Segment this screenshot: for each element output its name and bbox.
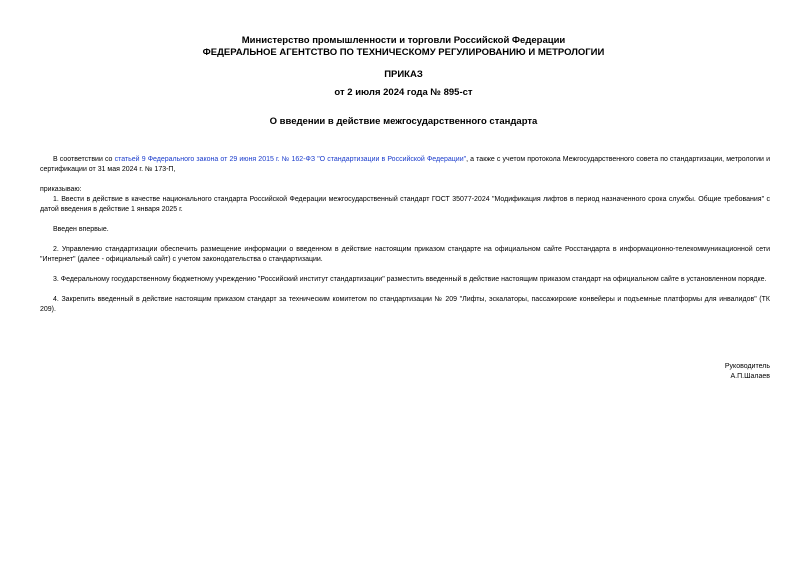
preamble-suffix: , а также с учетом протокола Межгосударственного совета по стандартизации, метрологии и сертификации от 31 мая 2024 г. № 173-П, bbox=[40, 156, 770, 173]
document-body bbox=[40, 155, 770, 315]
item-1-note: Введен впервые. bbox=[53, 226, 109, 233]
law-link[interactable]: статьей 9 Федерального закона от 29 июня 2015 г. № 162-ФЗ "О стандартизации в Российской Федерации" bbox=[114, 156, 467, 163]
item-1: 1. Ввести в действие в качестве национального стандарта Российской Федерации межгосударственный стандарт ГОСТ 35077-2024 "Модификация лифтов в период назначенного срока службы. Общие требования" с датой введения в действие 1 января 2025 г. bbox=[40, 196, 770, 213]
orders-word: приказываю: bbox=[40, 186, 82, 193]
item-3: 3. Федеральному государственному бюджетному учреждению "Российский институт стандартизации" разместить введенный в действие настоящим приказом стандарт на официальном сайте в установленном порядке. bbox=[53, 276, 767, 283]
agency-name: ФЕДЕРАЛЬНОЕ АГЕНТСТВО ПО ТЕХНИЧЕСКОМУ РЕГУЛИРОВАНИЮ И МЕТРОЛОГИИ bbox=[202, 47, 605, 58]
item-4: 4. Закрепить введенный в действие настоящим приказом стандарт за техническим комитетом по стандартизации № 209 "Лифты, эскалаторы, пассажирские конвейеры и подъемные платформы для инвалидов" (ТК 209). bbox=[40, 296, 770, 313]
signature-title: Руководитель bbox=[724, 363, 770, 370]
document-subject: О введении в действие межгосударственного стандарта bbox=[269, 116, 538, 127]
preamble-prefix: В соответствии со bbox=[53, 156, 115, 163]
preamble-paragraph bbox=[40, 155, 770, 175]
ministry-name: Министерство промышленности и торговли Российской Федерации bbox=[241, 35, 566, 46]
signature-name: А.П.Шалаев bbox=[730, 373, 770, 380]
item-2: 2. Управлению стандартизации обеспечить размещение информации о введенном в действие настоящим приказом стандарте на официальном сайте Росстандарта в информационно-телекоммуникационной сети "Интернет" (далее - официальный сайт) с учетом законодательства о стандартизации. bbox=[40, 246, 770, 263]
signature-block bbox=[725, 362, 770, 382]
document-date-number: от 2 июля 2024 года № 895-ст bbox=[334, 87, 473, 98]
document-type: ПРИКАЗ bbox=[384, 69, 423, 80]
